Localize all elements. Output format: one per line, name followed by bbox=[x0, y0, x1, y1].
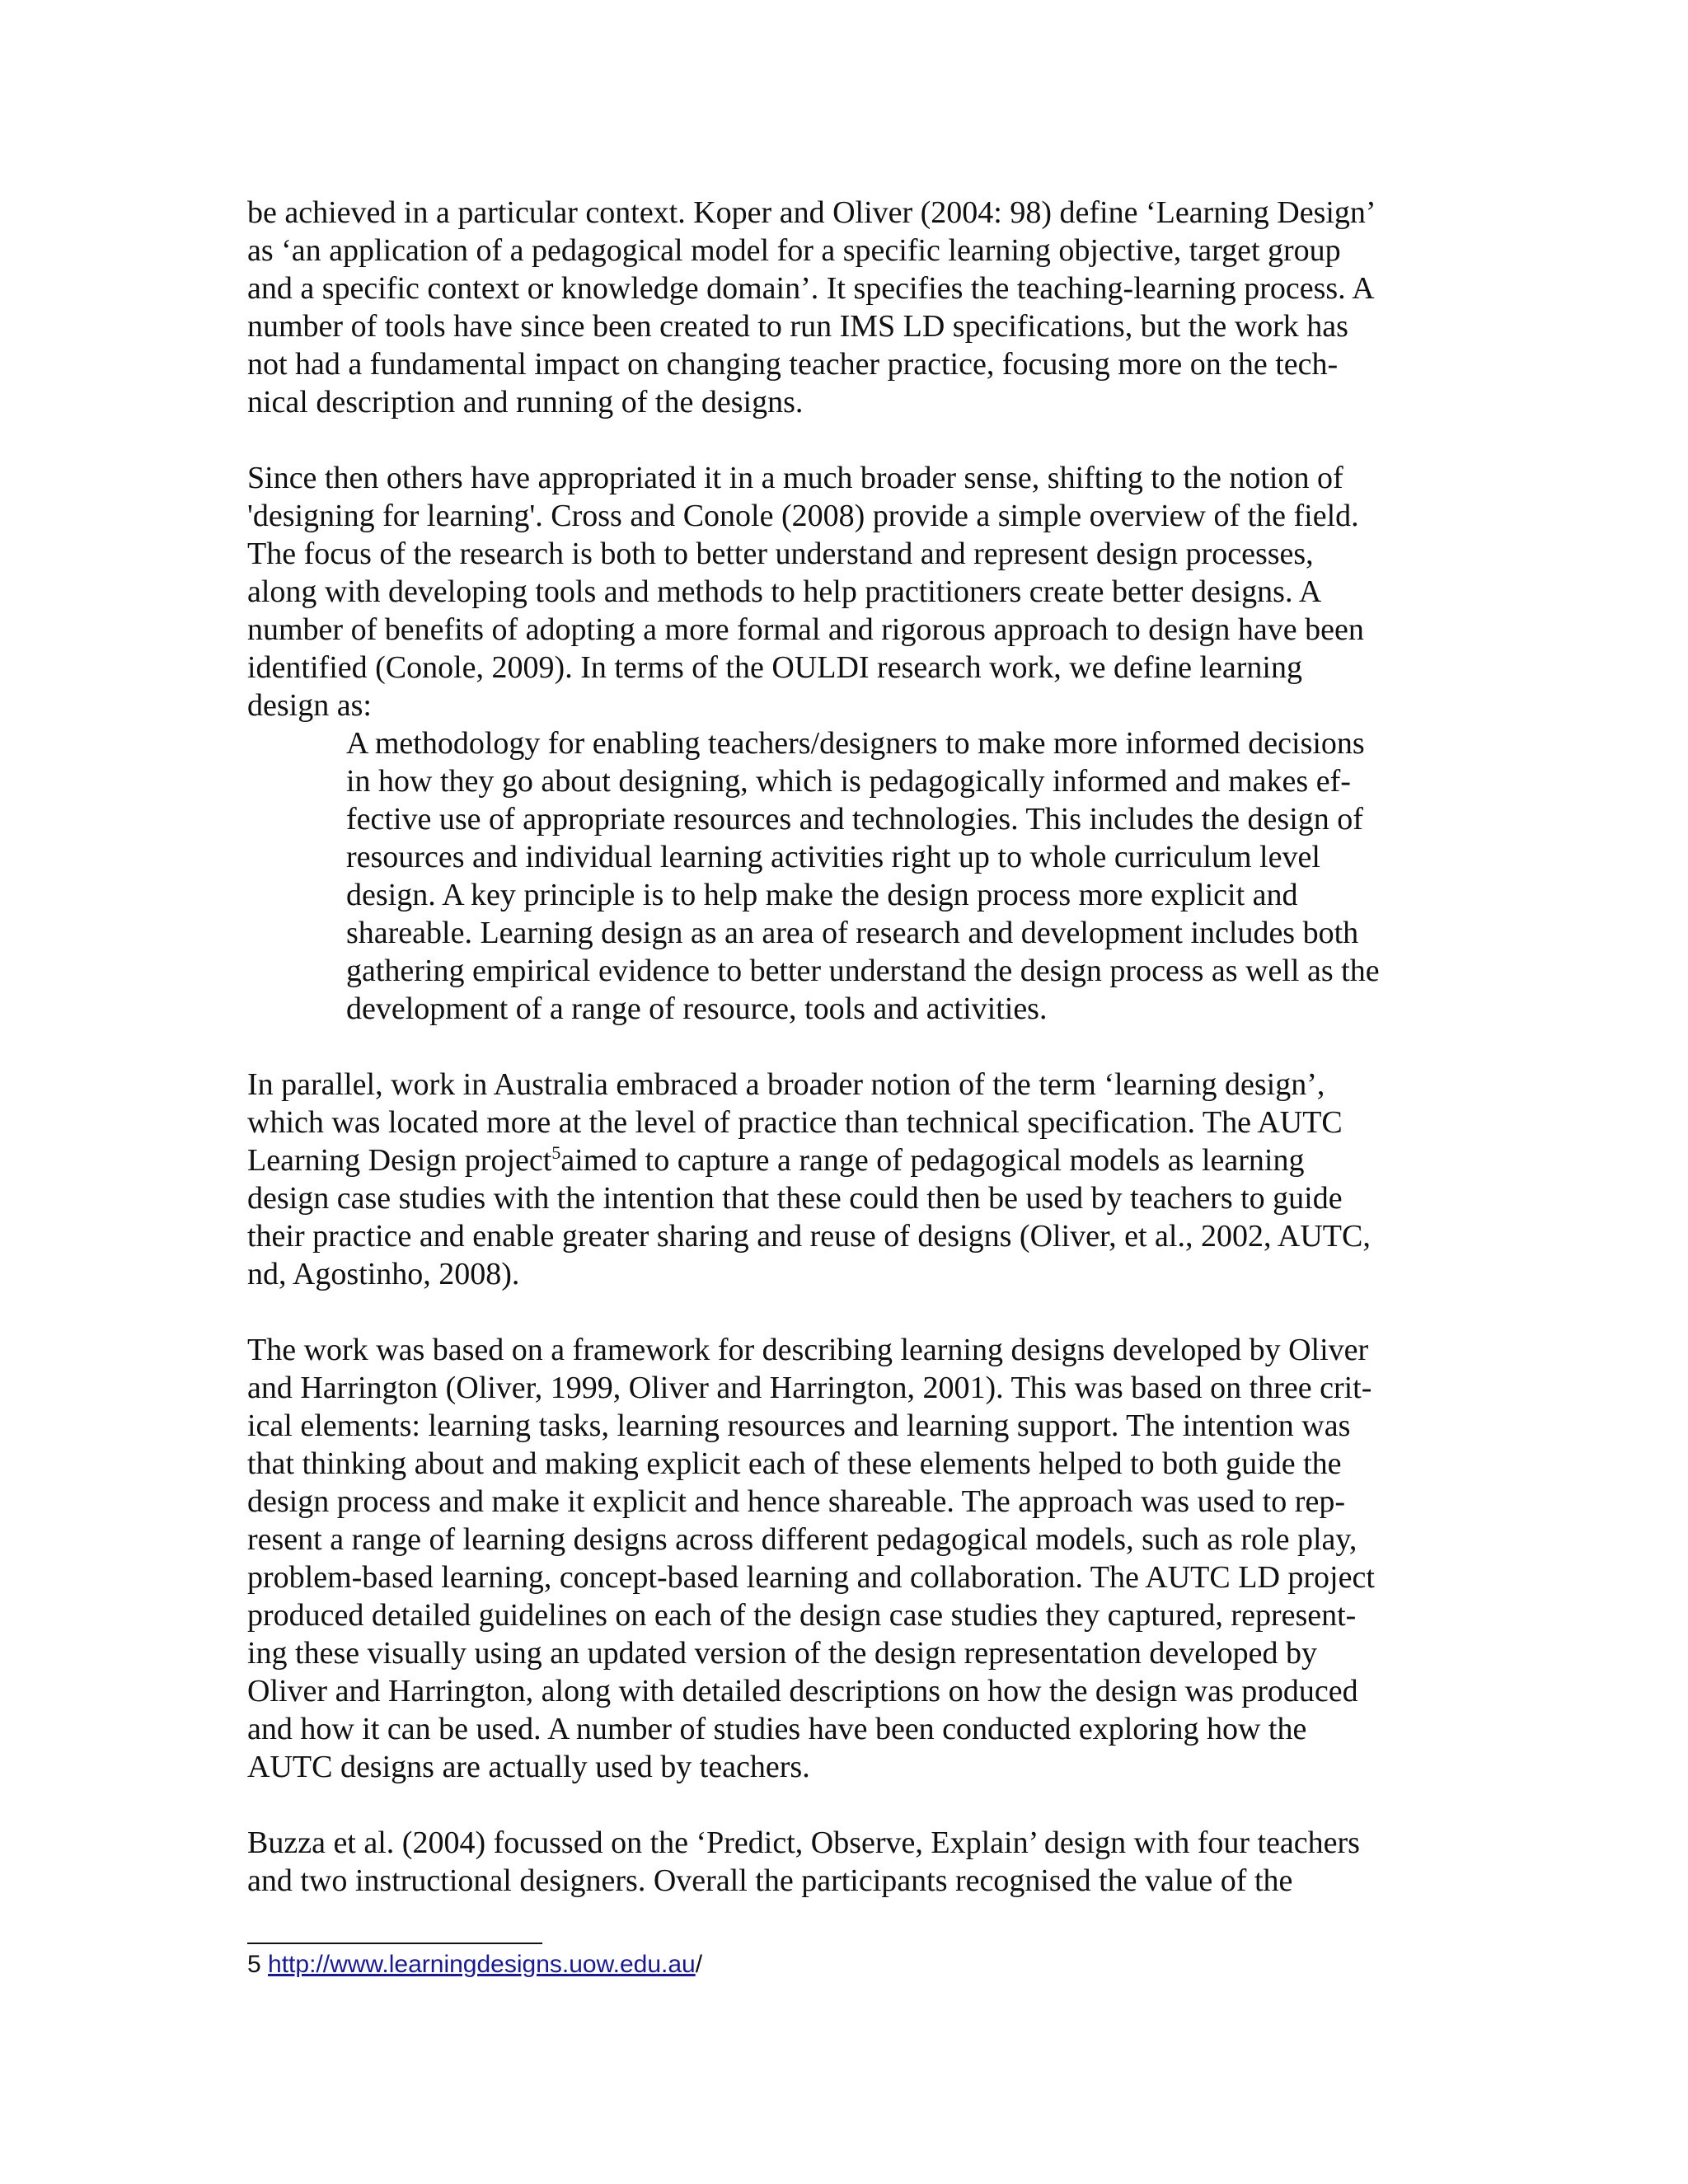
text-line: In parallel, work in Australia embraced a broader notion of the term ‘learning design’, bbox=[247, 1067, 1325, 1102]
footnote-separator bbox=[247, 1943, 542, 1944]
text-line: number of tools have since been created to run IMS LD specifications, but the work has bbox=[247, 309, 1348, 344]
paragraph-spacer bbox=[247, 1293, 1451, 1331]
paragraph-australia-autc bbox=[247, 1066, 1451, 1293]
text-fragment: aimed to capture a range of pedagogical models as learning bbox=[560, 1143, 1305, 1178]
footnote-trailing-slash: / bbox=[695, 1951, 703, 1978]
quote-line: design. A key principle is to help make the design process more explicit and bbox=[346, 878, 1298, 912]
text-line: nical description and running of the designs. bbox=[247, 385, 804, 419]
paragraph-spacer bbox=[247, 421, 1451, 459]
quote-line: shareable. Learning design as an area of research and development includes both bbox=[346, 916, 1359, 950]
text-line: AUTC designs are actually used by teachers. bbox=[247, 1750, 810, 1784]
footnote bbox=[247, 1950, 702, 1980]
text-line: which was located more at the level of practice than technical specification. The AUTC bbox=[247, 1105, 1343, 1140]
text-line: problem-based learning, concept-based learning and collaboration. The AUTC LD project bbox=[247, 1560, 1375, 1595]
paragraph-spacer bbox=[247, 1786, 1451, 1824]
text-line: identified (Conole, 2009). In terms of the OULDI research work, we define learning bbox=[247, 650, 1302, 685]
paragraph-buzza-study bbox=[247, 1824, 1451, 1900]
text-line: Buzza et al. (2004) focussed on the ‘Predict, Observe, Explain’ design with four teachers bbox=[247, 1825, 1360, 1860]
text-line: and Harrington (Oliver, 1999, Oliver and Harrington, 2001). This was based on three crit- bbox=[247, 1371, 1372, 1405]
text-line: be achieved in a particular context. Koper and Oliver (2004: 98) define ‘Learning Design’ bbox=[247, 195, 1376, 230]
text-line: design case studies with the intention that these could then be used by teachers to guide bbox=[247, 1181, 1343, 1216]
text-line: their practice and enable greater sharing and reuse of designs (Oliver, et al., 2002, AUTC, bbox=[247, 1219, 1371, 1254]
text-line: and how it can be used. A number of studies have been conducted exploring how the bbox=[247, 1712, 1307, 1746]
footnote-number: 5 bbox=[247, 1951, 261, 1978]
text-fragment: Learning Design project bbox=[247, 1143, 552, 1178]
quote-line: resources and individual learning activities right up to whole curriculum level bbox=[346, 840, 1320, 874]
text-line: design process and make it explicit and hence shareable. The approach was used to rep- bbox=[247, 1484, 1345, 1519]
quote-line: in how they go about designing, which is pedagogically informed and makes ef- bbox=[346, 764, 1351, 799]
footnote-reference: 5 bbox=[551, 1142, 561, 1163]
text-line: number of benefits of adopting a more formal and rigorous approach to design have been bbox=[247, 612, 1364, 647]
text-line: that thinking about and making explicit each of these elements helped to both guide the bbox=[247, 1446, 1342, 1481]
paragraph-oliver-harrington-framework bbox=[247, 1331, 1451, 1786]
paragraph-spacer bbox=[247, 1028, 1451, 1066]
text-line: produced detailed guidelines on each of the design case studies they captured, represent- bbox=[247, 1598, 1357, 1633]
text-line: 'designing for learning'. Cross and Conole (2008) provide a simple overview of the field. bbox=[247, 499, 1359, 533]
paragraph-designing-for-learning bbox=[247, 459, 1451, 724]
text-line: design as: bbox=[247, 688, 372, 723]
block-quote-definition bbox=[247, 724, 1451, 1028]
text-line: resent a range of learning designs across different pedagogical models, such as role play, bbox=[247, 1522, 1357, 1557]
text-line: as ‘an application of a pedagogical model for a specific learning objective, target group bbox=[247, 233, 1341, 268]
quote-line: gathering empirical evidence to better understand the design process as well as the bbox=[346, 954, 1380, 988]
text-line: along with developing tools and methods to help practitioners create better designs. A bbox=[247, 574, 1322, 609]
document-body bbox=[247, 194, 1451, 1900]
quote-line: development of a range of resource, tools and activities. bbox=[346, 991, 1048, 1026]
text-line: and a specific context or knowledge domain’. It specifies the teaching-learning process. A bbox=[247, 271, 1375, 306]
text-line: The focus of the research is both to better understand and represent design processes, bbox=[247, 537, 1314, 571]
text-line: Since then others have appropriated it in a much broader sense, shifting to the notion of bbox=[247, 461, 1343, 495]
text-line: Oliver and Harrington, along with detailed descriptions on how the design was produced bbox=[247, 1674, 1358, 1708]
quote-line: fective use of appropriate resources and technologies. This includes the design of bbox=[346, 802, 1363, 837]
footnote-link[interactable]: http://www.learningdesigns.uow.edu.au bbox=[268, 1951, 696, 1978]
paragraph-learning-design-definition bbox=[247, 194, 1451, 421]
text-line: ing these visually using an updated version of the design representation developed by bbox=[247, 1636, 1318, 1671]
text-line: not had a fundamental impact on changing teacher practice, focusing more on the tech- bbox=[247, 347, 1339, 382]
text-line-with-footnote-ref bbox=[247, 1141, 1451, 1179]
text-line: ical elements: learning tasks, learning resources and learning support. The intention was bbox=[247, 1408, 1351, 1443]
text-line: The work was based on a framework for describing learning designs developed by Oliver bbox=[247, 1333, 1369, 1367]
text-line: nd, Agostinho, 2008). bbox=[247, 1257, 520, 1291]
text-line: and two instructional designers. Overall the participants recognised the value of the bbox=[247, 1863, 1293, 1898]
quote-line: A methodology for enabling teachers/designers to make more informed decisions bbox=[346, 726, 1365, 761]
